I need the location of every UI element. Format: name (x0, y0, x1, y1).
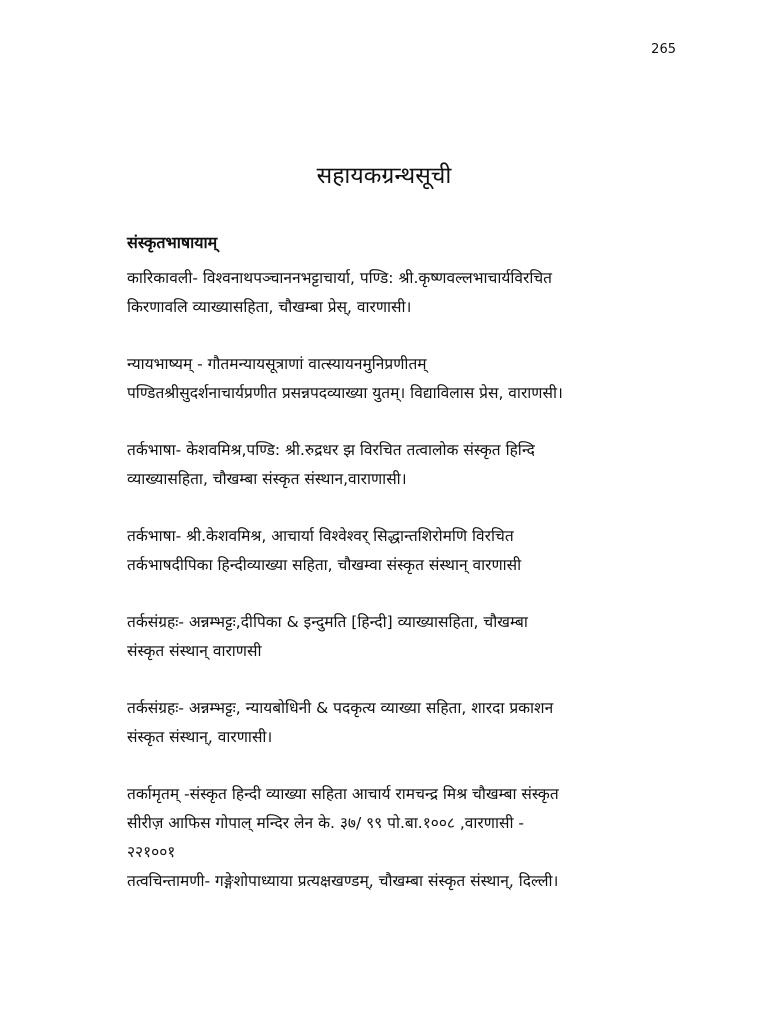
page-title: सहायकग्रन्थसूची (316, 163, 452, 189)
entry-line: २२१००१ (127, 843, 176, 861)
entry-line: तर्कभाषा- श्री.केशवमिश्र, आचार्या विश्वेश्वर् सिद्धान्तशिरोमणि विरचित (127, 527, 514, 545)
bibliography-entry (127, 522, 687, 580)
entry-line: तर्कामृतम् -संस्कृत हिन्दी व्याख्या सहिता आचार्य रामचन्द्र मिश्र चौखम्बा संस्कृत (127, 785, 559, 803)
entry-line: संस्कृत संस्थान् वाराणसी (127, 642, 262, 660)
entry-line: सीरीज़ आफिस गोपाल् मन्दिर लेन के. ३७/ ९९ पो.बा.१००८ ,वारणासी - (127, 814, 525, 832)
bibliography-entry (127, 694, 687, 752)
entry-line: व्याख्यासहिता, चौखम्बा संस्कृत संस्थान,वाराणासी। (127, 470, 407, 488)
entry-line: कारिकावली- विश्वनाथपञ्चाननभट्टाचार्या, पण्डि: श्री.कृष्णवल्लभाचार्यविरचित (127, 269, 553, 287)
section-heading: संस्कृतभाषायाम् (127, 233, 218, 252)
entry-line: न्यायभाष्यम् - गौतमन्यायसूत्राणां वात्स्यायनमुनिप्रणीतम् (127, 355, 427, 373)
entry-line: संस्कृत संस्थान्, वारणासी। (127, 728, 273, 746)
bibliography-entry (127, 350, 687, 408)
bibliography-list (127, 264, 687, 896)
page-number: 265 (651, 42, 676, 57)
entry-line: तर्कभाषा- केशवमिश्र,पण्डि: श्री.रुद्रधर झ विरचित तत्वालोक संस्कृत हिन्दि (127, 441, 535, 459)
entry-line: किरणावलि व्याख्यासहिता, चौखम्बा प्रेस्, वारणासी। (127, 298, 412, 316)
entry-line: तर्कसंग्रहः- अन्नम्भट्टः, न्यायबोधिनी & पदकृत्य व्याख्या सहिता, शारदा प्रकाशन (127, 699, 554, 717)
bibliography-entry (127, 867, 687, 896)
entry-line: पण्डितश्रीसुदर्शनाचार्यप्रणीत प्रसन्नपदव्याख्या युतम्। विद्याविलास प्रेस, वाराणसी। (127, 384, 563, 402)
bibliography-entry (127, 436, 687, 494)
bibliography-entry (127, 608, 687, 666)
entry-line: तत्वचिन्तामणी- गङ्गेशोपाध्याया प्रत्यक्षखण्डम्, चौखम्बा संस्कृत संस्थान्, दिल्ली। (127, 872, 559, 890)
entry-line: तर्कसंग्रहः- अन्नम्भट्टः,दीपिका & इन्दुमति [हिन्दी] व्याख्यासहिता, चौखम्बा (127, 613, 528, 631)
bibliography-entry (127, 264, 687, 322)
entry-line: तर्कभाषदीपिका हिन्दीव्याख्या सहिता, चौखम्वा संस्कृत संस्थान् वारणासी (127, 556, 522, 574)
bibliography-entry (127, 780, 687, 867)
